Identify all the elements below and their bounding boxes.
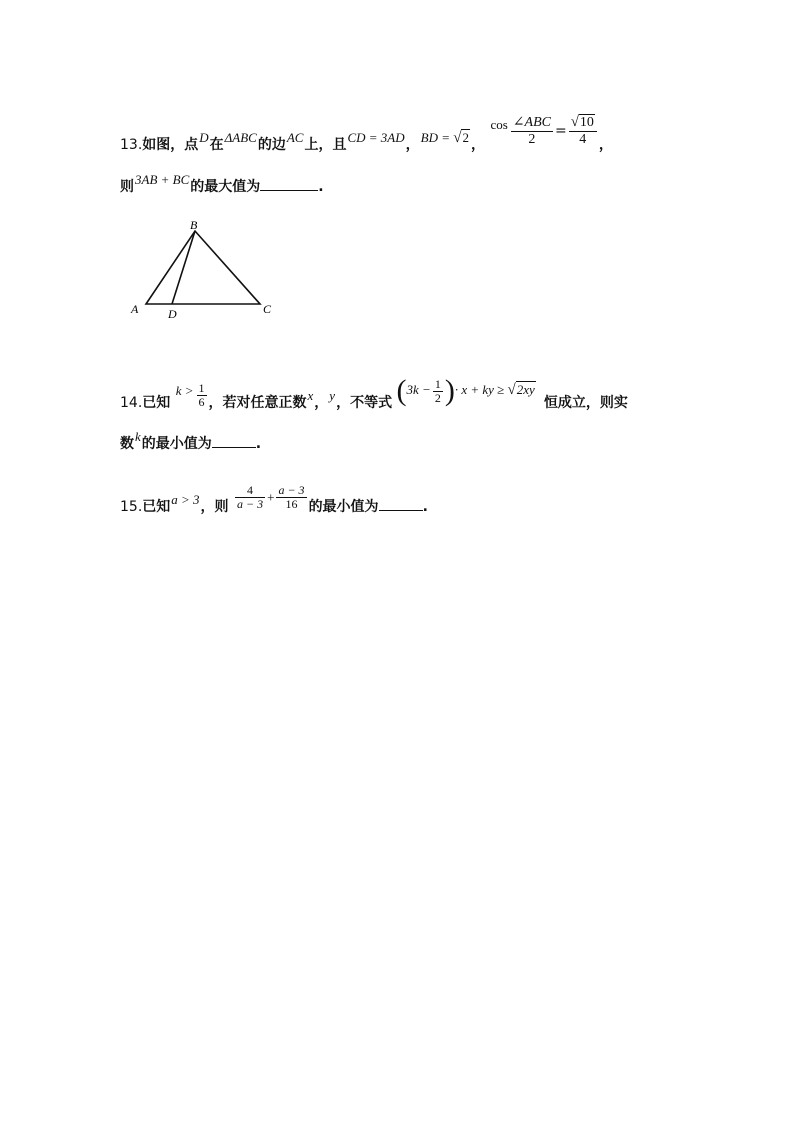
q15-fraction-1	[235, 484, 265, 511]
q14-answer-blank[interactable]	[212, 435, 256, 448]
q14-var-k: k	[135, 429, 141, 444]
q13-rhs-denominator: 4	[579, 132, 587, 147]
q14-line2-text-2: 的最小值为	[141, 436, 212, 452]
q13-text-4: 上，且	[304, 137, 347, 153]
q15-f1-numerator: 4	[235, 484, 265, 498]
q14-text-5: 恒成立，则实	[543, 395, 628, 411]
q13-rhs-radicand: 10	[579, 115, 594, 130]
triangle-abc-icon	[146, 231, 260, 304]
q15-condition: a > 3	[171, 492, 200, 507]
q13-rhs-fraction	[569, 114, 597, 148]
q14-text-2: ，若对任意正数	[208, 395, 307, 411]
q14-text-1: 已知	[142, 395, 171, 411]
q14-text-4: ，不等式	[336, 395, 393, 411]
question-14-line-1	[120, 374, 628, 418]
q13-line2-text-2: 的最大值为	[190, 179, 261, 195]
question-13-line-2	[120, 172, 324, 196]
q13-end: .	[318, 179, 324, 195]
right-paren-icon: )	[444, 374, 455, 407]
q13-sep-2: ，	[470, 137, 485, 153]
question-15-line-1	[120, 482, 428, 521]
q14-ineq-part-2: · x + ky ≥	[454, 381, 505, 397]
sqrt-sign-icon: √	[453, 130, 462, 146]
q15-f2-denominator: 16	[285, 496, 298, 511]
q14-k-condition	[175, 382, 209, 409]
q13-condition-bd	[421, 130, 470, 145]
q13-point-d: D	[199, 130, 209, 145]
q14-k-numerator: 1	[198, 380, 205, 395]
q13-cos-numerator: ∠ABC	[512, 114, 551, 130]
q15-f2-numerator: a − 3	[278, 482, 305, 497]
q13-target-expression: 3AB + BC	[135, 172, 190, 187]
q13-text-1: 如图，点	[142, 137, 199, 153]
question-13-line-1	[120, 114, 613, 162]
question-15-number: 15.	[120, 499, 143, 515]
sqrt-sign-icon: √	[507, 381, 516, 398]
sqrt-sign-icon: √	[570, 114, 579, 130]
q14-ineq-radicand: 2xy	[516, 381, 535, 397]
q13-cos-label: cos	[490, 117, 508, 132]
segment-bd-icon	[172, 231, 195, 304]
question-13-number: 13.	[120, 137, 143, 153]
q15-fraction-2	[276, 484, 306, 511]
q14-ineq-fraction	[433, 378, 443, 405]
q13-line2-text-1: 则	[120, 179, 134, 195]
question-14-line-2	[120, 429, 261, 453]
q13-text-3: 的边	[257, 137, 286, 153]
q15-end: .	[422, 499, 428, 515]
q15-answer-blank[interactable]	[379, 498, 423, 511]
q15-text-3: 的最小值为	[308, 499, 379, 515]
q15-text-1: 已知	[142, 499, 171, 515]
q13-side-ac: AC	[286, 130, 304, 145]
q14-line2-text-1: 数	[120, 436, 134, 452]
question-14-number: 14.	[120, 395, 143, 411]
q15-plus: +	[267, 489, 275, 504]
q14-text-3: ，	[314, 395, 329, 411]
q13-triangle: ΔABC	[224, 130, 257, 145]
triangle-figure	[126, 220, 286, 324]
q15-expression	[233, 484, 309, 511]
q13-cos-denominator: 2	[528, 131, 536, 147]
q14-var-y: y	[329, 388, 336, 403]
q14-ineq-part-1: 3k −	[406, 381, 431, 397]
q13-cos-fraction	[511, 115, 553, 148]
q15-text-2: ，则	[200, 499, 229, 515]
figure-label-a: A	[131, 302, 139, 316]
q14-k-denominator: 6	[198, 394, 205, 409]
figure-label-d: D	[168, 307, 177, 321]
q13-answer-blank[interactable]	[260, 178, 318, 191]
q14-var-x: x	[307, 388, 314, 403]
q13-condition-cd: CD = 3AD	[347, 130, 405, 145]
q14-k-fraction	[197, 382, 207, 409]
q14-inequality	[397, 376, 536, 406]
q14-ineq-numerator: 1	[434, 376, 441, 391]
q13-equals: =	[554, 123, 567, 139]
q14-ineq-denominator: 2	[434, 390, 441, 405]
figure-label-c: C	[263, 302, 272, 316]
q13-bd-radicand: 2	[462, 130, 469, 145]
q13-sep-3: ，	[598, 137, 613, 153]
q13-sep-1: ，	[405, 137, 420, 153]
q13-text-2: 在	[209, 137, 224, 153]
q13-rhs-numerator	[569, 114, 597, 132]
figure-label-b: B	[190, 220, 198, 232]
q14-end: .	[255, 436, 262, 452]
q15-f1-denominator: a − 3	[237, 496, 264, 511]
left-paren-icon: (	[396, 374, 407, 407]
q14-k-lhs: k >	[175, 383, 194, 398]
q13-cos-expression	[489, 114, 598, 148]
q13-bd-lhs: BD =	[420, 130, 450, 145]
